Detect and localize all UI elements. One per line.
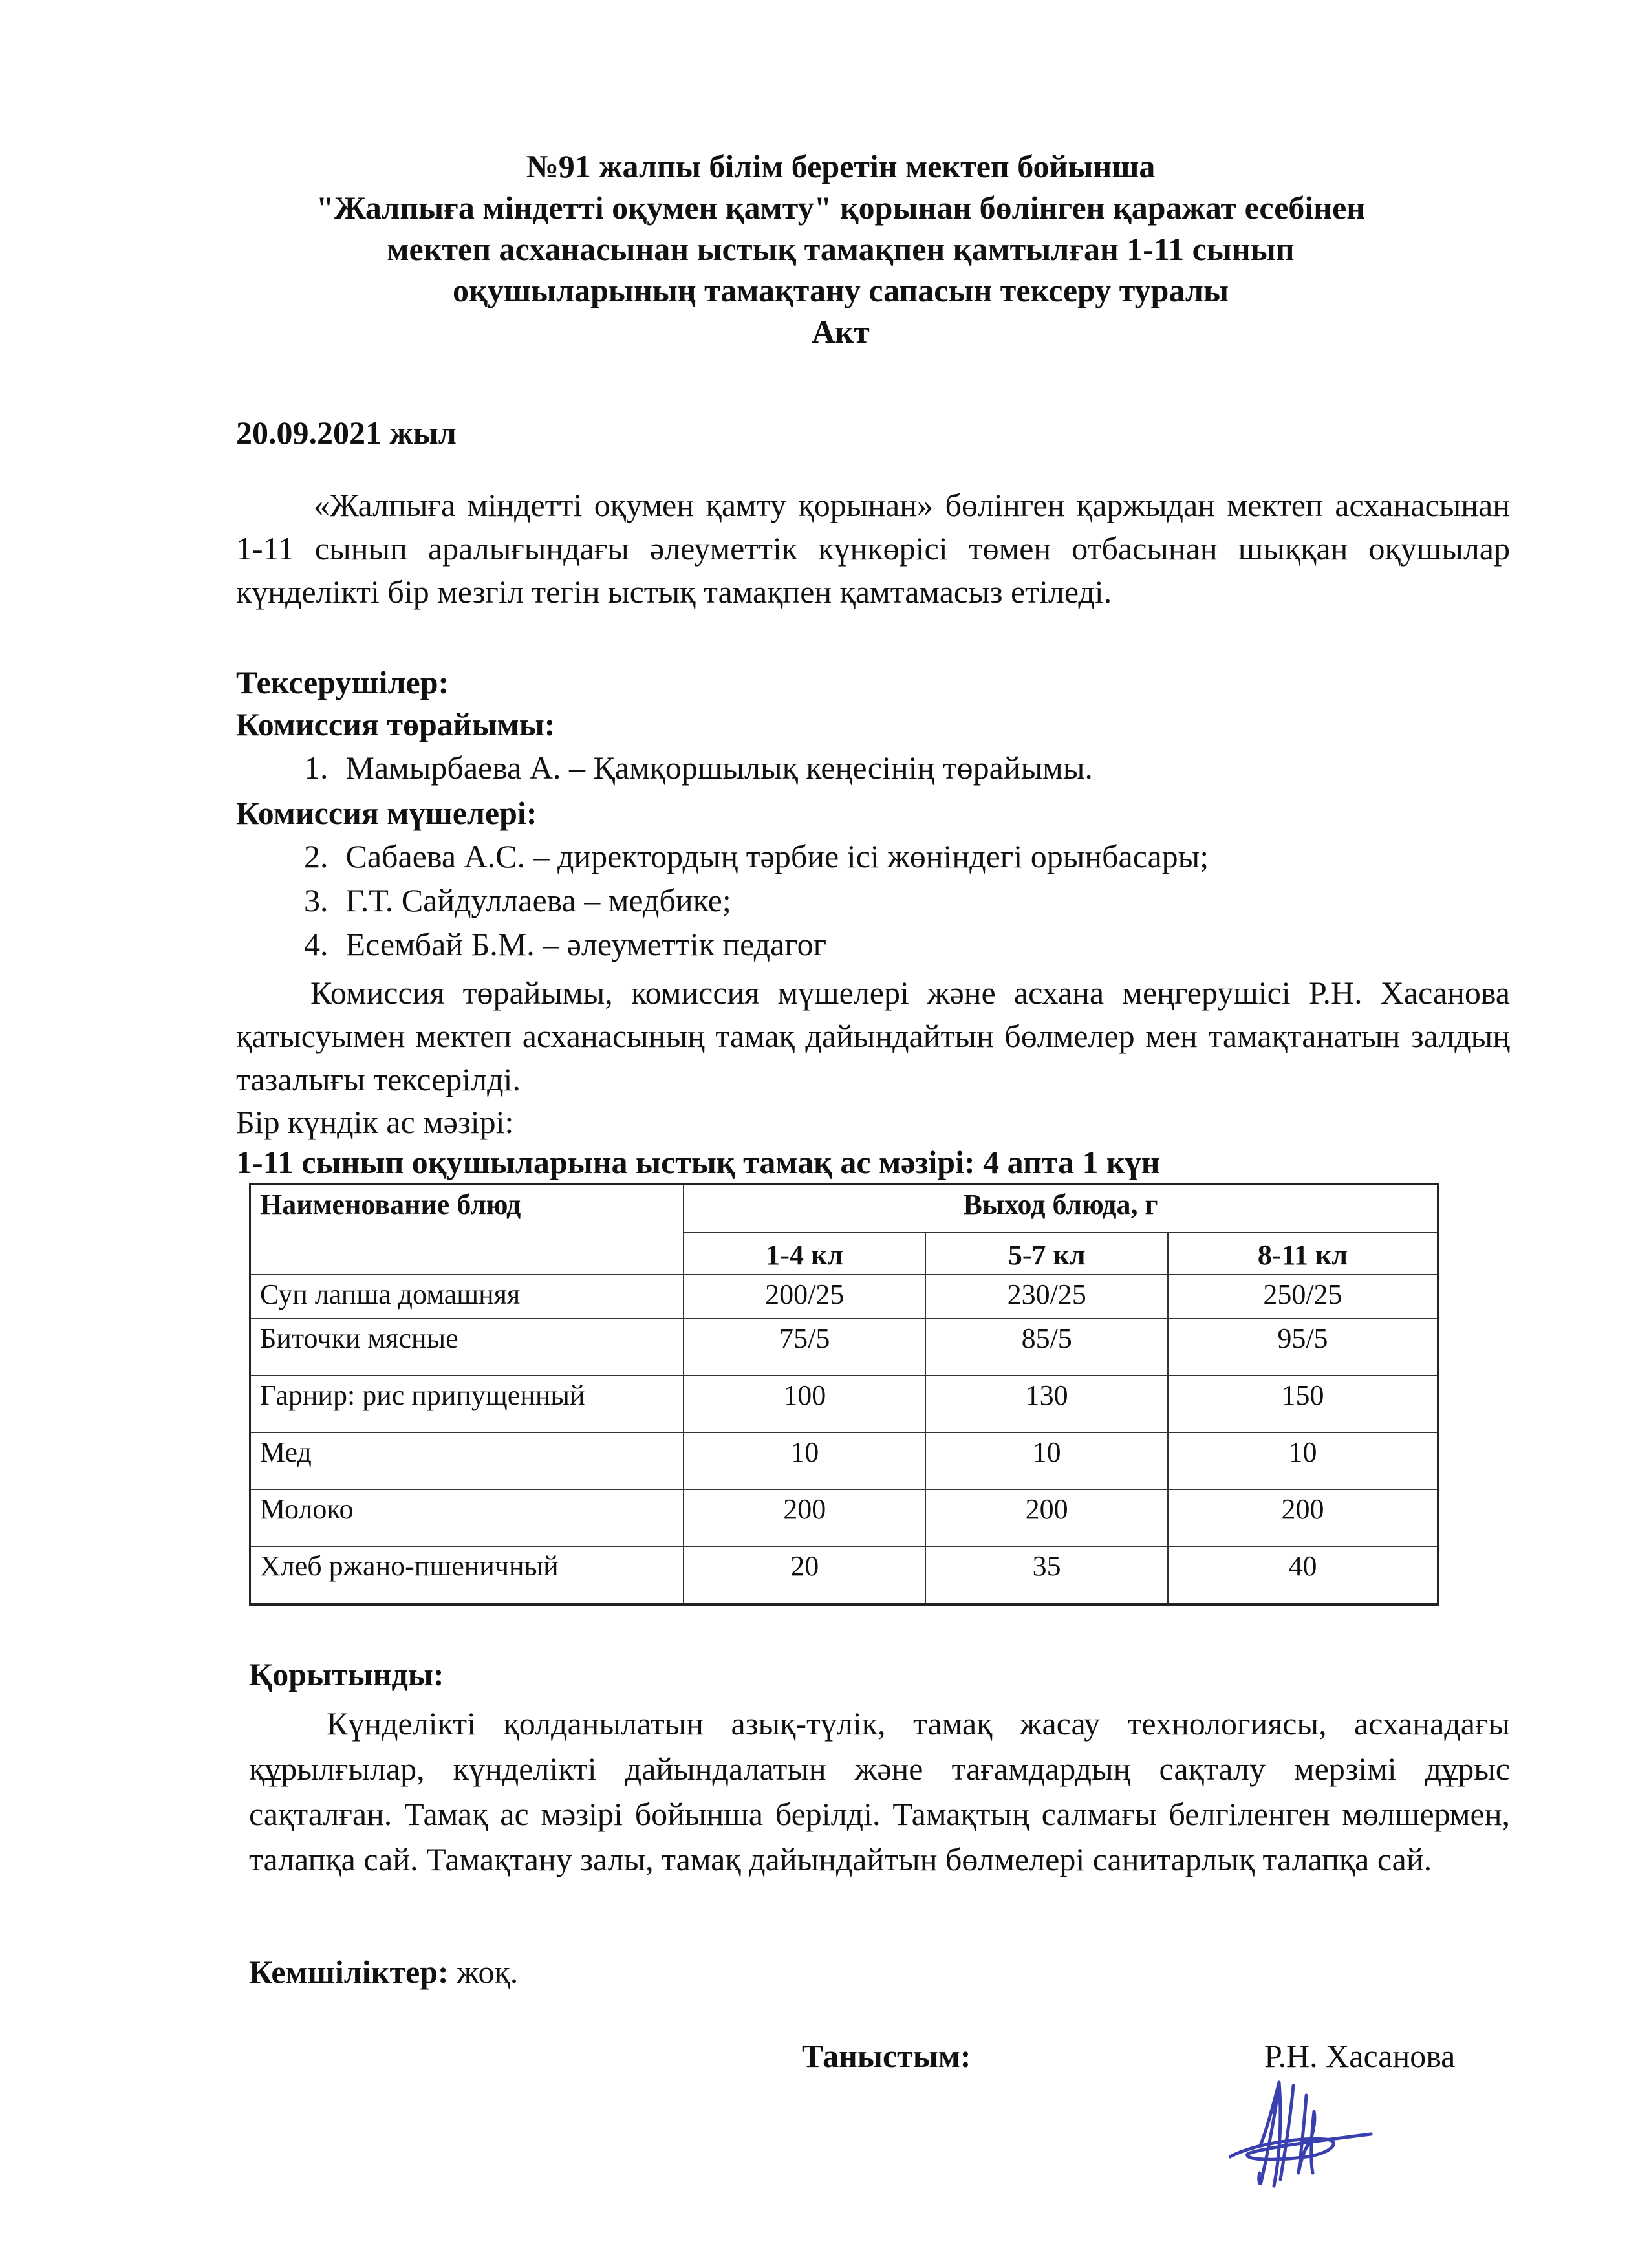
list-number: 4. <box>304 926 329 962</box>
intro-paragraph: «Жалпыға міндетті оқумен қамту қорынан» бөлінген қаржыдан мектеп асханасынан 1-11 сынып аралығындағы әлеуметтік күнкөрісі төмен отбасынан шыққан оқушылар күнделікті бір мезгіл тегін ыстық тамақпен қамтамасыз етіледі. <box>236 487 1510 610</box>
header-grade-5-7: 5-7 кл <box>925 1233 1167 1275</box>
table-row <box>250 1275 1438 1319</box>
dish-name: Мед <box>250 1432 684 1489</box>
list-number: 3. <box>304 882 329 918</box>
handwritten-signature-icon <box>1229 2076 1442 2192</box>
menu-title: 1-11 сынып оқушыларына ыстық тамақ ас мәзірі: 4 апта 1 күн <box>236 1144 1160 1180</box>
header-dish-name: Наименование блюд <box>250 1185 684 1275</box>
list-text: Г.Т. Сайдуллаева – медбике; <box>345 882 731 918</box>
dish-name: Суп лапша домашняя <box>250 1275 684 1319</box>
acknowledged-label: Таныстым: <box>802 2038 971 2074</box>
title-line-3: мектеп асханасынан ыстық тамақпен қамтылған 1-11 сынып <box>387 231 1295 267</box>
member-list-item-4 <box>304 925 826 963</box>
portion-8-11: 200 <box>1168 1489 1438 1546</box>
conclusion-heading: Қорытынды: <box>249 1656 444 1692</box>
portion-1-4: 75/5 <box>684 1319 925 1376</box>
deficiencies-value: жоқ. <box>448 1954 519 1990</box>
portion-5-7: 10 <box>925 1432 1167 1489</box>
list-number: 1. <box>304 750 329 786</box>
dish-name: Гарнир: рис припущенный <box>250 1376 684 1432</box>
list-text: Сабаева А.С. – директордың тәрбие ісі жөніндегі орынбасары; <box>345 838 1209 874</box>
portion-5-7: 130 <box>925 1376 1167 1432</box>
portion-8-11: 40 <box>1168 1546 1438 1604</box>
portion-8-11: 250/25 <box>1168 1275 1438 1319</box>
portion-5-7: 35 <box>925 1546 1167 1604</box>
daily-menu-label: Бір күндік ас мәзірі: <box>236 1104 514 1140</box>
portion-1-4: 20 <box>684 1546 925 1604</box>
list-number: 2. <box>304 838 329 874</box>
document-date: 20.09.2021 жыл <box>236 415 457 451</box>
signer-name: Р.Н. Хасанова <box>1264 2038 1456 2074</box>
portion-8-11: 10 <box>1168 1432 1438 1489</box>
portion-5-7: 200 <box>925 1489 1167 1546</box>
title-line-4: оқушыларының тамақтану сапасын тексеру туралы <box>453 272 1229 308</box>
table-row <box>250 1489 1438 1546</box>
list-text: Есембай Б.М. – әлеуметтік педагог <box>345 926 827 962</box>
table-row <box>250 1376 1438 1432</box>
table-header-row <box>250 1185 1438 1233</box>
portion-8-11: 150 <box>1168 1376 1438 1432</box>
members-heading: Комиссия мүшелері: <box>236 795 537 831</box>
inspection-paragraph: Комиссия төрайымы, комиссия мүшелері және асхана меңгерушісі Р.Н. Хасанова қатысуымен мектеп асханасының тамақ дайындайтын бөлмелер мен тамақтанатын залдың тазалығы тексерілді. <box>236 975 1510 1097</box>
conclusion-paragraph: Күнделікті қолданылатын азық-түлік, тамақ жасау технологиясы, асханадағы құрылғылар, күнделікті дайындалатын және тағамдардың сақталу мерзімі дұрыс сақталған. Тамақ ас мәзірі бойынша берілді. Тамақтың салмағы белгіленген мөлшермен, талапқа сай. Тамақтану залы, тамақ дайындайтын бөлмелері санитарлық талапқа сай. <box>249 1705 1510 1877</box>
header-grade-1-4: 1-4 кл <box>684 1233 925 1275</box>
portion-1-4: 200/25 <box>684 1275 925 1319</box>
table-row <box>250 1432 1438 1489</box>
menu-table <box>249 1183 1439 1606</box>
document-title <box>194 146 1487 352</box>
header-grade-8-11: 8-11 кл <box>1168 1233 1438 1275</box>
title-line-2: "Жалпыға міндетті оқумен қамту" қорынан бөлінген қаражат есебінен <box>316 189 1366 226</box>
dish-name: Хлеб ржано-пшеничный <box>250 1546 684 1604</box>
dish-name: Биточки мясные <box>250 1319 684 1376</box>
portion-5-7: 85/5 <box>925 1319 1167 1376</box>
portion-1-4: 100 <box>684 1376 925 1432</box>
title-line-1: №91 жалпы білім беретін мектеп бойынша <box>526 148 1156 184</box>
table-row <box>250 1546 1438 1604</box>
deficiencies-line <box>249 1953 518 1991</box>
inspectors-heading: Тексерушілер: <box>236 664 449 700</box>
deficiencies-label: Кемшіліктер: <box>249 1954 449 1990</box>
header-portion-group: Выход блюда, г <box>684 1185 1438 1233</box>
table-row <box>250 1319 1438 1376</box>
title-act: Акт <box>812 314 870 350</box>
member-list-item-3 <box>304 881 731 919</box>
dish-name: Молоко <box>250 1489 684 1546</box>
portion-5-7: 230/25 <box>925 1275 1167 1319</box>
member-list-item-2 <box>304 837 1209 875</box>
chair-list-item-1 <box>304 749 1093 786</box>
portion-8-11: 95/5 <box>1168 1319 1438 1376</box>
portion-1-4: 200 <box>684 1489 925 1546</box>
portion-1-4: 10 <box>684 1432 925 1489</box>
list-text: Мамырбаева А. – Қамқоршылық кеңесінің төрайымы. <box>345 750 1093 786</box>
chair-heading: Комиссия төрайымы: <box>236 706 555 742</box>
